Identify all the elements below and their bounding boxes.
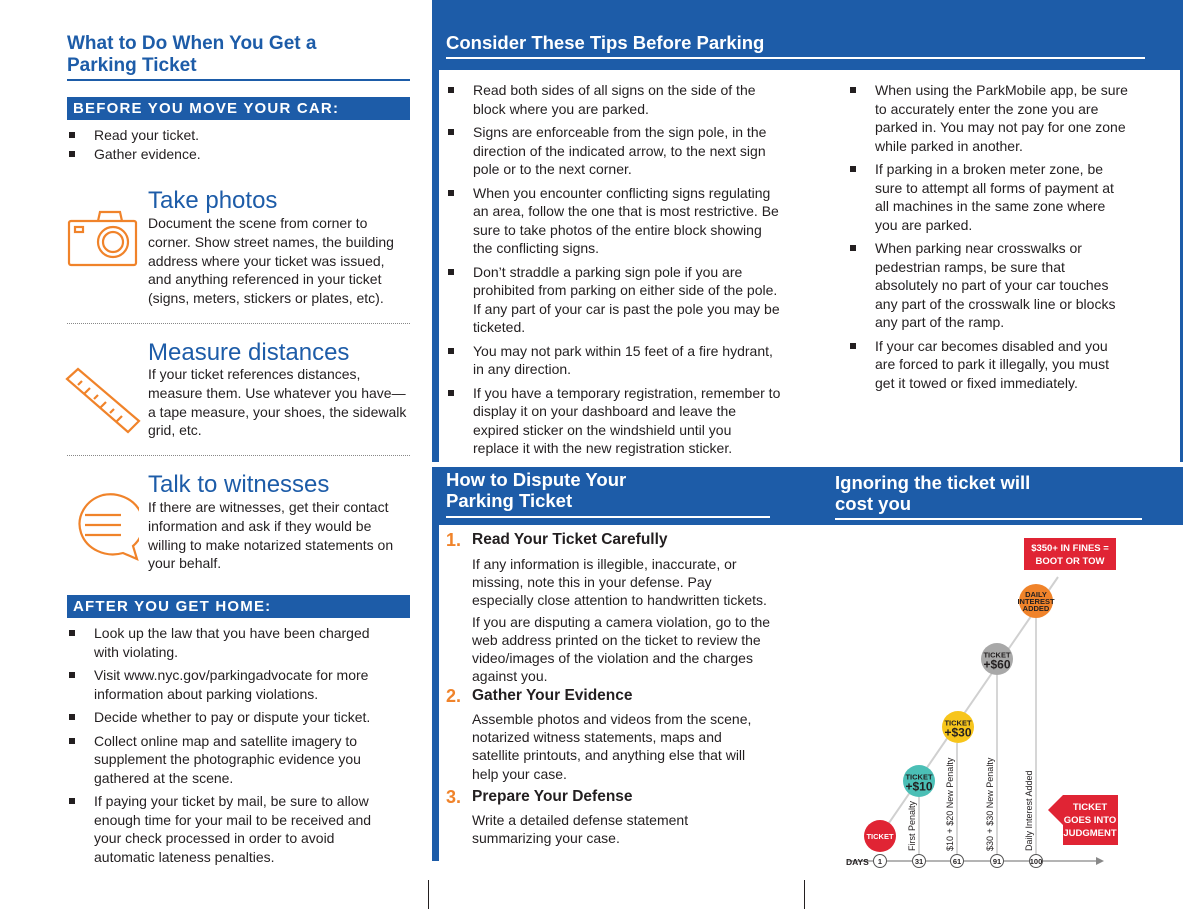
bubble-label: TICKET (905, 772, 933, 782)
list-item: Gather evidence. (67, 145, 410, 164)
fold-line (804, 880, 805, 909)
step-number: 3. (446, 787, 462, 807)
dispute-step (446, 530, 791, 685)
bubble-label: TICKET (866, 832, 894, 841)
section-text: If your ticket references distances, measure them. Use whatever you have—a tape measure, your shoes, the sidewalk grid, etc. (148, 366, 407, 439)
list-item: If your car becomes disabled and you are forced to park it illegally, you must get it towed or fixed immediately. (848, 337, 1128, 393)
cost-chart (808, 525, 1183, 875)
left-panel (0, 0, 428, 909)
section-heading: Talk to witnesses (148, 471, 330, 498)
list-item: Look up the law that you have been charged with violating. (67, 624, 397, 661)
tick-label: 31 (914, 856, 924, 866)
tips-title: Consider These Tips Before Parking (446, 32, 765, 53)
dispute-title-underline (446, 516, 770, 518)
axis-label: DAYS (846, 857, 869, 867)
title-underline (67, 79, 410, 81)
list-item: If parking in a broken meter zone, be sure to attempt all forms of payment at all machines in the same zone where you are parked. (848, 160, 1128, 234)
tick-label: 1 (877, 856, 883, 866)
list-item: Read your ticket. (67, 126, 410, 145)
bubble-label: +$30 (944, 725, 972, 740)
step-heading: Read Your Ticket Carefully (472, 531, 668, 548)
dispute-title: How to Dispute Your Parking Ticket (446, 469, 627, 511)
list-item: If paying your ticket by mail, be sure to allow enough time for your mail to be received and your check processed in order to avoid automatic lateness penalties. (67, 792, 397, 866)
bubble-label: TICKET (944, 718, 972, 728)
list-item: If you have a temporary registration, remember to display it on your dashboard and leave the expired sticker on the windshield until you replace it with the new registration sticker. (446, 384, 781, 458)
tips-left-rule (432, 70, 439, 462)
judgment-text: TICKET (1072, 802, 1108, 813)
before-list (67, 126, 410, 163)
marker-annotation: Daily Interest Added (1024, 770, 1034, 851)
step-number: 2. (446, 686, 462, 706)
step-text: If any information is illegible, inaccurate, or missing, note this in your defense. Pay especially close attention to handwritten tickets. (472, 556, 767, 609)
fold-line (428, 880, 429, 909)
dispute-step (446, 787, 791, 847)
bubble-label: INTEREST (1017, 597, 1055, 606)
bubble-label: +$60 (983, 657, 1011, 672)
tips-list-1 (446, 81, 781, 458)
list-item: You may not park within 15 feet of a fire hydrant, in any direction. (446, 342, 781, 379)
marker-annotation: $10 + $20 New Penalty (945, 757, 955, 851)
section-text: If there are witnesses, get their contact information and ask if they would be willing to make notarized statements on your behalf. (148, 499, 394, 572)
tick-label: 61 (952, 856, 962, 866)
list-item: Visit www.nyc.gov/parkingadvocate for more information about parking violations. (67, 666, 397, 703)
dispute-panel (432, 467, 808, 861)
step-text: If you are disputing a camera violation, go to the web address printed on the ticket to review the video/images of the violation and the charges against you. (472, 613, 771, 685)
step-heading: Gather Your Evidence (472, 687, 633, 704)
section-heading: Measure distances (148, 339, 350, 366)
dispute-step (446, 686, 791, 783)
judgment-text: JUDGMENT (1063, 828, 1117, 839)
divider (67, 455, 410, 456)
ignore-title: Ignoring the ticket will cost you (835, 472, 1031, 514)
marker-annotation: First Penalty (907, 800, 917, 851)
ignore-panel (808, 467, 1183, 525)
camera-icon (67, 208, 139, 268)
step-number: 1. (446, 530, 462, 550)
before-move-bar: BEFORE YOU MOVE YOUR CAR: (67, 97, 410, 120)
step-text: Write a detailed defense statement summarizing your case. (472, 812, 689, 847)
step-text: Assemble photos and videos from the scene, notarized witness statements, maps and satellite printouts, and anything else that will help your case. (472, 711, 752, 782)
list-item: Decide whether to pay or dispute your ticket. (67, 708, 397, 727)
tips-title-underline (446, 57, 1145, 59)
page-title: What to Do When You Get a Parking Ticket (67, 33, 317, 76)
bubble-label: DAILY (1025, 590, 1047, 599)
dispute-left-rule (432, 525, 439, 861)
list-item: Collect online map and satellite imagery to supplement the photographic evidence you gathered at the scene. (67, 732, 397, 788)
tick-label: 91 (992, 856, 1002, 866)
list-item: Read both sides of all signs on the side of the block where you are parked. (446, 81, 781, 118)
list-item: When you encounter conflicting signs regulating an area, follow the one that is most restrictive. Be sure to take photos of the entire block showing the conflicting signs. (446, 184, 781, 258)
section-heading: Take photos (148, 187, 278, 214)
axis-arrow (1096, 857, 1104, 865)
judgment-text: GOES INTO (1063, 815, 1117, 826)
fines-text: BOOT OR TOW (1035, 556, 1105, 567)
tick-label: 100 (1029, 856, 1043, 866)
speech-bubble-icon (67, 493, 139, 563)
section-text: Document the scene from corner to corner. Show street names, the building address where your ticket was issued, and anything referenced in your ticket (signs, meters, stickers or plates, etc). (148, 215, 394, 307)
bubble-label: +$10 (905, 779, 933, 794)
step-heading: Prepare Your Defense (472, 788, 633, 805)
ruler-icon (64, 367, 142, 435)
fines-text: $350+ IN FINES = (1031, 543, 1109, 554)
divider (67, 323, 410, 324)
bubble-label: ADDED (1022, 604, 1050, 613)
list-item: Signs are enforceable from the sign pole, in the direction of the indicated arrow, to the next sign pole or to the next corner. (446, 123, 781, 179)
ignore-title-underline (835, 518, 1142, 520)
list-item: Don’t straddle a parking sign pole if you are prohibited from parking on either side of the pole. If any part of your car is past the pole you may be ticketed. (446, 263, 781, 337)
after-list (67, 624, 397, 866)
tips-panel (432, 0, 1183, 462)
tips-list-2 (848, 81, 1128, 392)
bubble-label: TICKET (983, 650, 1011, 660)
after-home-bar: AFTER YOU GET HOME: (67, 595, 410, 618)
marker-annotation: $30 + $30 New Penalty (985, 757, 995, 851)
list-item: When parking near crosswalks or pedestrian ramps, be sure that absolutely no part of your car touches any part of the crosswalk line or blocks any part of the ramp. (848, 239, 1128, 332)
list-item: When using the ParkMobile app, be sure to accurately enter the zone you are parked in. You may not pay for one zone while parked in another. (848, 81, 1128, 155)
